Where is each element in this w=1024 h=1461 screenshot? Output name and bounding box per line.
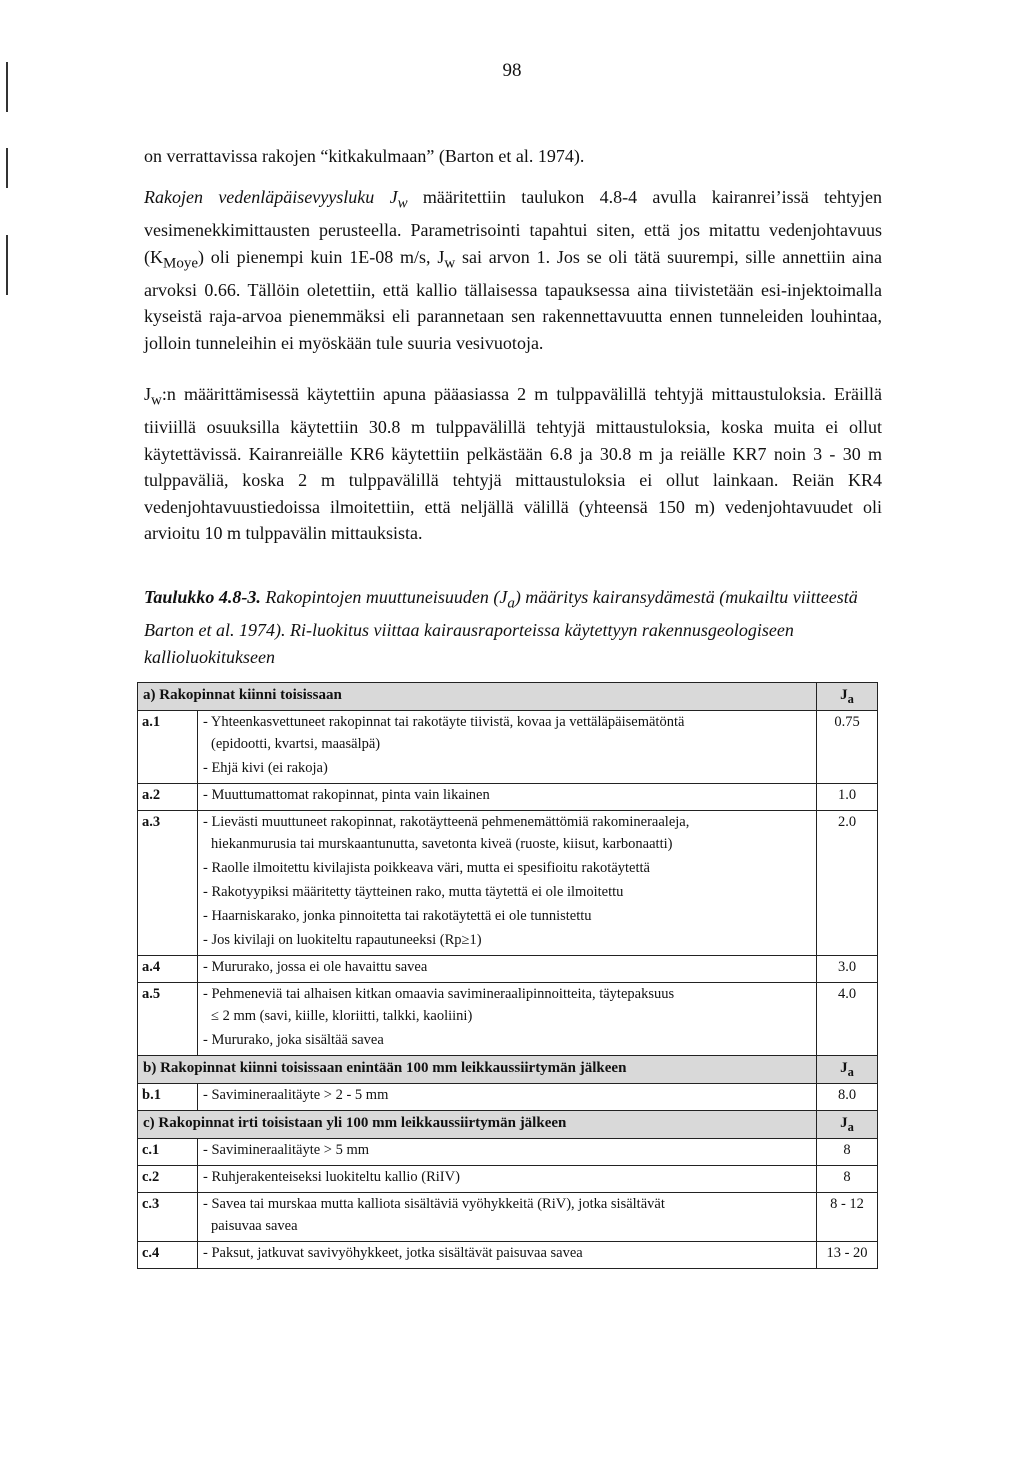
table-row: [138, 1139, 878, 1166]
section-title: c) Rakopinnat irti toisistaan yli 100 mm leikkaussiirtymän jälkeen: [138, 1111, 817, 1139]
table-row: [138, 1193, 878, 1242]
paragraph-jw-measurement: $J_w:n$ määrittämisessä käytettiin apuna pääasiassa 2 m tulppavälillä tehtyjä mittaustuloksia. Eräillä tiiviillä osuuksilla käytettiin 30.8 m tulppavälillä tehtyjä mittaustuloksia, koska muita ei ollut käytettävissä. Kairanreiälle KR6 käytettiin pelkästään 6.8 ja 30.8 m ja reiälle KR7 noin 3 - 30 m tulppaväliä, koska 2 m tulppavälillä tehtyjä mittaustuloksia ei ollut lainkaan. Reiän KR4 vedenjohtavuustiedoissa ilmoitettiin, että neljällä välillä (yhteensä 150 m) vedenjohtavuudet oli arvioitu 10 m tulppavälin mittauksista.: [144, 384, 882, 544]
table-row: [138, 1084, 878, 1111]
row-value: 8: [817, 1139, 878, 1166]
row-code: b.1: [138, 1084, 198, 1111]
row-code: a.2: [138, 784, 198, 811]
row-description: - Yhteenkasvettuneet rakopinnat tai rakotäyte tiivistä, kovaa ja vettäläpäisemätöntä (epidootti, kvartsi, maasälpä) - Ehjä kivi (ei rakoja): [198, 711, 817, 784]
row-value: 1.0: [817, 784, 878, 811]
row-code: a.4: [138, 956, 198, 983]
section-header-b: [138, 1056, 878, 1084]
section-title: a) Rakopinnat kiinni toisissaan: [138, 683, 817, 711]
paragraph-jw-definition: Rakojen vedenläpäisevyysluku $J_w$ määritettiin taulukon 4.8-4 avulla kairanrei’issä tehtyjen vesimenekkimittausten perusteella. Parametrisointi tapahtui siten, että jos mitattu vedenjohtavuus $(K_{Moye})$ oli pienempi kuin 1E-08 m/s, $J_w$ sai arvon 1. Jos se oli tätä suurempi, sille annettiin aina arvoksi 0.66. Tällöin oletettiin, että kallio tällaisessa tapauksessa aina tiivistetään esi-injektoimalla kyseistä raja-arvoa pienemmäksi eli parannetaan sen rakennettavuutta ennen tunneleiden louhintaa, jolloin tunneleihin ei myöskään tule suuria vesivuotoja.: [144, 187, 883, 353]
row-description: - Savea tai murskaa mutta kalliota sisältäviä vyöhykkeitä (RiV), jotka sisältävät paisuvaa savea: [198, 1193, 817, 1242]
ja-column-header: $J_a$: [817, 1111, 878, 1139]
row-value: 8.0: [817, 1084, 878, 1111]
table-row: [138, 983, 878, 1056]
row-value: 4.0: [817, 983, 878, 1056]
row-value: 3.0: [817, 956, 878, 983]
row-code: c.3: [138, 1193, 198, 1242]
scan-edge-mark: [6, 148, 8, 188]
section-header-c: [138, 1111, 878, 1139]
row-code: a.1: [138, 711, 198, 784]
table-row: [138, 711, 878, 784]
row-description: - Paksut, jatkuvat savivyöhykkeet, jotka sisältävät paisuvaa savea: [198, 1242, 817, 1269]
section-title: b) Rakopinnat kiinni toisissaan enintään 100 mm leikkaussiirtymän jälkeen: [138, 1056, 817, 1084]
table-row: [138, 1242, 878, 1269]
row-description: - Lievästi muuttuneet rakopinnat, rakotäytteenä pehmenemättömiä rakomineraaleja, hiekanmurusia tai murskaantunutta, savetonta kiveä (ruoste, kiisut, karbonaatti) - Raolle ilmoitettu kivilajista poikkeava väri, mutta ei spesifioitu rakotäytettä - Rakotyypiksi määritetty täytteinen rako, mutta täytettä ei ole ilmoitettu - Haarniskarako, jonka pinnoitetta tai rakotäytettä ei ole tunnistettu - Jos kivilaji on luokiteltu rapautuneeksi (Rp≥1): [198, 811, 817, 956]
row-value: 8: [817, 1166, 878, 1193]
section-header-a: [138, 683, 878, 711]
row-code: c.4: [138, 1242, 198, 1269]
row-value: 8 - 12: [817, 1193, 878, 1242]
page-number: 98: [502, 60, 522, 81]
row-description: - Ruhjerakenteiseksi luokiteltu kallio (RiIV): [198, 1166, 817, 1193]
table-row: [138, 811, 878, 956]
row-value: 0.75: [817, 711, 878, 784]
table-row: [138, 956, 878, 983]
row-description: - Savimineraalitäyte > 5 mm: [198, 1139, 817, 1166]
ja-table: [137, 682, 878, 1269]
row-description: - Muuttumattomat rakopinnat, pinta vain likainen: [198, 784, 817, 811]
paragraph-intro: on verrattavissa rakojen “kitkakulmaan” (Barton et al. 1974).: [144, 146, 585, 166]
row-description: - Pehmeneviä tai alhaisen kitkan omaavia savimineraalipinnoitteita, täytepaksuus ≤ 2 mm (savi, kiille, kloriitti, talkki, kaoliini) - Mururako, joka sisältää savea: [198, 983, 817, 1056]
table-row: [138, 1166, 878, 1193]
row-value: 2.0: [817, 811, 878, 956]
ja-column-header: $J_a$: [817, 683, 878, 711]
row-code: a.5: [138, 983, 198, 1056]
ja-column-header: $J_a$: [817, 1056, 878, 1084]
row-code: a.3: [138, 811, 198, 956]
row-code: c.1: [138, 1139, 198, 1166]
row-description: - Mururako, jossa ei ole havaittu savea: [198, 956, 817, 983]
row-code: c.2: [138, 1166, 198, 1193]
table-row: [138, 784, 878, 811]
row-value: 13 - 20: [817, 1242, 878, 1269]
scan-edge-mark: [6, 235, 8, 295]
jw-term: Rakojen vedenläpäisevyysluku $J_w$: [144, 187, 408, 212]
row-description: - Savimineraalitäyte > 2 - 5 mm: [198, 1084, 817, 1111]
table-caption: Taulukko 4.8-3. Rakopintojen muuttuneisuuden $(J_a)$ määritys kairansydämestä (mukailtu viitteestä Barton et al. 1974). Ri-luokitus viittaa kairausraporteissa käytettyyn rakennusgeologiseen kallioluokitukseen: [144, 587, 858, 667]
